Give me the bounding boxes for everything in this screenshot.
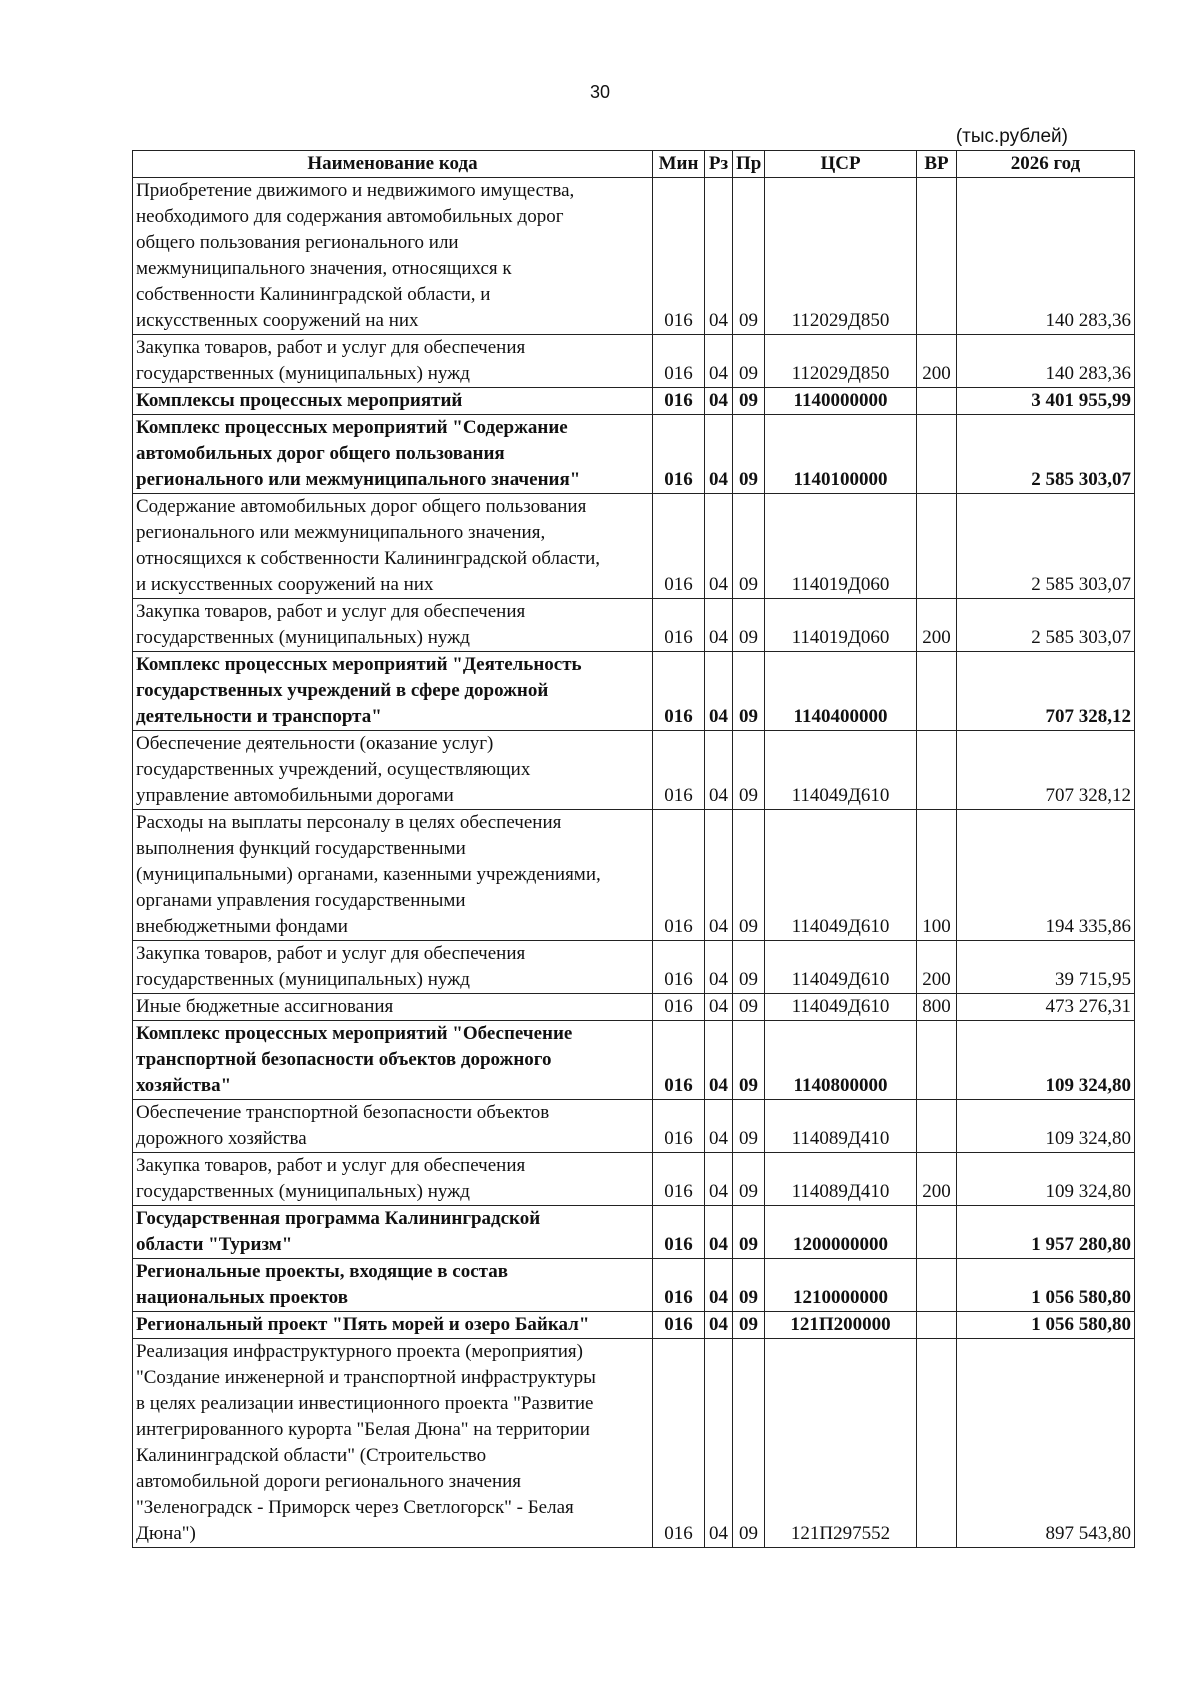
- vr-cell: [917, 388, 957, 415]
- rz-cell: 04: [705, 1021, 733, 1100]
- vr-cell: 800: [917, 994, 957, 1021]
- amount-cell: 897 543,80: [957, 1339, 1135, 1548]
- rz-cell: 04: [705, 731, 733, 810]
- table-row: [133, 652, 1135, 731]
- name-cell: Комплексы процессных мероприятий: [133, 388, 653, 415]
- table-row: [133, 335, 1135, 388]
- min-cell: 016: [653, 810, 705, 941]
- table-row: [133, 810, 1135, 941]
- units-label: (тыс.рублей): [955, 126, 1068, 147]
- csr-cell: 1140000000: [765, 388, 917, 415]
- col-header-csr: ЦСР: [765, 151, 917, 178]
- min-cell: 016: [653, 1100, 705, 1153]
- vr-cell: 100: [917, 810, 957, 941]
- rz-cell: 04: [705, 994, 733, 1021]
- table-row: [133, 994, 1135, 1021]
- min-cell: 016: [653, 1259, 705, 1312]
- col-header-rz: Рз: [705, 151, 733, 178]
- vr-cell: [917, 1206, 957, 1259]
- vr-cell: 200: [917, 1153, 957, 1206]
- name-cell: Иные бюджетные ассигнования: [133, 994, 653, 1021]
- rz-cell: 04: [705, 178, 733, 335]
- csr-cell: 1140800000: [765, 1021, 917, 1100]
- rz-cell: 04: [705, 1312, 733, 1339]
- csr-cell: 121П200000: [765, 1312, 917, 1339]
- col-header-vr: ВР: [917, 151, 957, 178]
- pr-cell: 09: [733, 941, 765, 994]
- col-header-pr: Пр: [733, 151, 765, 178]
- pr-cell: 09: [733, 1339, 765, 1548]
- amount-cell: 39 715,95: [957, 941, 1135, 994]
- min-cell: 016: [653, 1206, 705, 1259]
- table-row: [133, 1100, 1135, 1153]
- table-row: [133, 1206, 1135, 1259]
- name-cell: Содержание автомобильных дорог общего пользования регионального или межмуниципального значения, относящихся к собственности Калининградской области, и искусственных сооружений на них: [133, 494, 653, 599]
- table-row: [133, 388, 1135, 415]
- vr-cell: [917, 415, 957, 494]
- amount-cell: 1 056 580,80: [957, 1312, 1135, 1339]
- rz-cell: 04: [705, 388, 733, 415]
- min-cell: 016: [653, 1312, 705, 1339]
- pr-cell: 09: [733, 810, 765, 941]
- csr-cell: 114019Д060: [765, 599, 917, 652]
- min-cell: 016: [653, 178, 705, 335]
- table-body: [133, 178, 1135, 1548]
- csr-cell: 114089Д410: [765, 1100, 917, 1153]
- name-cell: Приобретение движимого и недвижимого имущества, необходимого для содержания автомобильных дорог общего пользования регионального или межмуниципального значения, относящихся к собственности Калининградской области, и искусственных сооружений на них: [133, 178, 653, 335]
- name-cell: Закупка товаров, работ и услуг для обеспечения государственных (муниципальных) нужд: [133, 941, 653, 994]
- rz-cell: 04: [705, 335, 733, 388]
- pr-cell: 09: [733, 994, 765, 1021]
- min-cell: 016: [653, 1153, 705, 1206]
- col-header-amount: 2026 год: [957, 151, 1135, 178]
- vr-cell: 200: [917, 599, 957, 652]
- pr-cell: 09: [733, 415, 765, 494]
- name-cell: Комплекс процессных мероприятий "Обеспечение транспортной безопасности объектов дорожного хозяйства": [133, 1021, 653, 1100]
- csr-cell: 1210000000: [765, 1259, 917, 1312]
- csr-cell: 112029Д850: [765, 335, 917, 388]
- name-cell: Обеспечение транспортной безопасности объектов дорожного хозяйства: [133, 1100, 653, 1153]
- name-cell: Расходы на выплаты персоналу в целях обеспечения выполнения функций государственными (муниципальными) органами, казенными учреждениями, органами управления государственными внебюджетными фондами: [133, 810, 653, 941]
- amount-cell: 1 957 280,80: [957, 1206, 1135, 1259]
- amount-cell: 109 324,80: [957, 1100, 1135, 1153]
- vr-cell: 200: [917, 941, 957, 994]
- amount-cell: 3 401 955,99: [957, 388, 1135, 415]
- name-cell: Реализация инфраструктурного проекта (мероприятия) "Создание инженерной и транспортной инфраструктуры в целях реализации инвестиционного проекта "Развитие интегрированного курорта "Белая Дюна" на территории Калининградской области" (Строительство автомобильной дороги регионального значения "Зеленоградск - Приморск через Светлогорск" - Белая Дюна"): [133, 1339, 653, 1548]
- min-cell: 016: [653, 599, 705, 652]
- pr-cell: 09: [733, 1312, 765, 1339]
- amount-cell: 707 328,12: [957, 652, 1135, 731]
- min-cell: 016: [653, 1021, 705, 1100]
- min-cell: 016: [653, 994, 705, 1021]
- vr-cell: [917, 731, 957, 810]
- amount-cell: 2 585 303,07: [957, 494, 1135, 599]
- page-number: 30: [589, 82, 611, 102]
- name-cell: Комплекс процессных мероприятий "Содержание автомобильных дорог общего пользования регионального или межмуниципального значения": [133, 415, 653, 494]
- pr-cell: 09: [733, 1100, 765, 1153]
- csr-cell: 1200000000: [765, 1206, 917, 1259]
- vr-cell: [917, 1259, 957, 1312]
- amount-cell: 109 324,80: [957, 1021, 1135, 1100]
- budget-table: [132, 150, 1135, 1548]
- min-cell: 016: [653, 335, 705, 388]
- table-row: [133, 1339, 1135, 1548]
- amount-cell: 109 324,80: [957, 1153, 1135, 1206]
- min-cell: 016: [653, 652, 705, 731]
- csr-cell: 114019Д060: [765, 494, 917, 599]
- rz-cell: 04: [705, 415, 733, 494]
- amount-cell: 194 335,86: [957, 810, 1135, 941]
- name-cell: Комплекс процессных мероприятий "Деятельность государственных учреждений в сфере дорожной деятельности и транспорта": [133, 652, 653, 731]
- rz-cell: 04: [705, 494, 733, 599]
- vr-cell: [917, 494, 957, 599]
- rz-cell: 04: [705, 599, 733, 652]
- table-row: [133, 731, 1135, 810]
- min-cell: 016: [653, 941, 705, 994]
- min-cell: 016: [653, 415, 705, 494]
- csr-cell: 1140400000: [765, 652, 917, 731]
- pr-cell: 09: [733, 388, 765, 415]
- amount-cell: 140 283,36: [957, 335, 1135, 388]
- pr-cell: 09: [733, 1153, 765, 1206]
- csr-cell: 114049Д610: [765, 810, 917, 941]
- table-row: [133, 941, 1135, 994]
- table-row: [133, 1312, 1135, 1339]
- table-row: [133, 494, 1135, 599]
- name-cell: Закупка товаров, работ и услуг для обеспечения государственных (муниципальных) нужд: [133, 1153, 653, 1206]
- min-cell: 016: [653, 1339, 705, 1548]
- name-cell: Региональные проекты, входящие в состав национальных проектов: [133, 1259, 653, 1312]
- csr-cell: 112029Д850: [765, 178, 917, 335]
- vr-cell: [917, 652, 957, 731]
- csr-cell: 114049Д610: [765, 731, 917, 810]
- csr-cell: 114089Д410: [765, 1153, 917, 1206]
- vr-cell: 200: [917, 335, 957, 388]
- pr-cell: 09: [733, 494, 765, 599]
- pr-cell: 09: [733, 1021, 765, 1100]
- min-cell: 016: [653, 494, 705, 599]
- table-row: [133, 1021, 1135, 1100]
- min-cell: 016: [653, 731, 705, 810]
- min-cell: 016: [653, 388, 705, 415]
- vr-cell: [917, 1312, 957, 1339]
- vr-cell: [917, 1339, 957, 1548]
- rz-cell: 04: [705, 652, 733, 731]
- name-cell: Государственная программа Калининградской области "Туризм": [133, 1206, 653, 1259]
- pr-cell: 09: [733, 599, 765, 652]
- pr-cell: 09: [733, 1206, 765, 1259]
- rz-cell: 04: [705, 1206, 733, 1259]
- pr-cell: 09: [733, 731, 765, 810]
- csr-cell: 114049Д610: [765, 994, 917, 1021]
- amount-cell: 140 283,36: [957, 178, 1135, 335]
- amount-cell: 707 328,12: [957, 731, 1135, 810]
- table-row: [133, 1259, 1135, 1312]
- amount-cell: 1 056 580,80: [957, 1259, 1135, 1312]
- table-header: [133, 151, 1135, 178]
- rz-cell: 04: [705, 1153, 733, 1206]
- amount-cell: 2 585 303,07: [957, 599, 1135, 652]
- amount-cell: 2 585 303,07: [957, 415, 1135, 494]
- csr-cell: 1140100000: [765, 415, 917, 494]
- vr-cell: [917, 178, 957, 335]
- pr-cell: 09: [733, 335, 765, 388]
- amount-cell: 473 276,31: [957, 994, 1135, 1021]
- col-header-min: Мин: [653, 151, 705, 178]
- name-cell: Закупка товаров, работ и услуг для обеспечения государственных (муниципальных) нужд: [133, 599, 653, 652]
- table-row: [133, 178, 1135, 335]
- table-row: [133, 1153, 1135, 1206]
- col-header-name: Наименование кода: [133, 151, 653, 178]
- rz-cell: 04: [705, 1339, 733, 1548]
- table-row: [133, 599, 1135, 652]
- pr-cell: 09: [733, 178, 765, 335]
- rz-cell: 04: [705, 941, 733, 994]
- table-row: [133, 415, 1135, 494]
- name-cell: Закупка товаров, работ и услуг для обеспечения государственных (муниципальных) нужд: [133, 335, 653, 388]
- pr-cell: 09: [733, 1259, 765, 1312]
- vr-cell: [917, 1021, 957, 1100]
- name-cell: Региональный проект "Пять морей и озеро Байкал": [133, 1312, 653, 1339]
- csr-cell: 121П297552: [765, 1339, 917, 1548]
- rz-cell: 04: [705, 810, 733, 941]
- name-cell: Обеспечение деятельности (оказание услуг) государственных учреждений, осуществляющих управление автомобильными дорогами: [133, 731, 653, 810]
- csr-cell: 114049Д610: [765, 941, 917, 994]
- vr-cell: [917, 1100, 957, 1153]
- rz-cell: 04: [705, 1100, 733, 1153]
- rz-cell: 04: [705, 1259, 733, 1312]
- pr-cell: 09: [733, 652, 765, 731]
